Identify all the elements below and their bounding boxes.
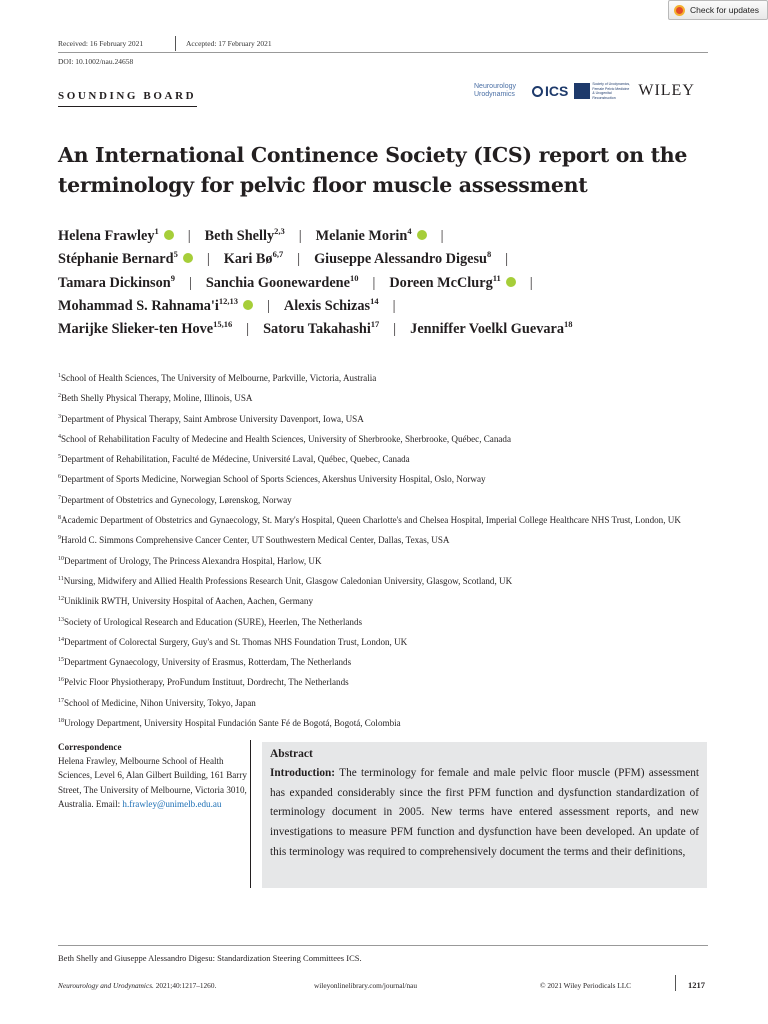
meta-rule <box>58 52 708 53</box>
affiliation-item <box>58 553 718 568</box>
author-separator: | <box>187 228 191 244</box>
footnote: Beth Shelly and Giuseppe Alessandro Digesu: Standardization Steering Committees ICS. <box>58 953 362 963</box>
affiliation-number: 1 <box>58 373 61 379</box>
affiliation-item <box>58 411 718 426</box>
affiliation-number: 16 <box>58 677 64 684</box>
received-date: Received: 16 February 2021 <box>58 39 144 48</box>
affiliation-item <box>58 654 718 669</box>
author-separator: | <box>505 251 509 268</box>
affiliation-number: 11 <box>58 575 64 582</box>
author-affil-sup: 9 <box>170 272 175 283</box>
affiliation-item <box>58 614 718 629</box>
author-line <box>58 296 718 319</box>
footer-url[interactable]: wileyonlinelibrary.com/journal/nau <box>314 981 418 990</box>
ics-emblem-icon <box>532 86 543 97</box>
affiliation-text: Harold C. Simmons Comprehensive Cancer Center, UT Southwestern Medical Center, Dallas, Texas, USA <box>61 535 450 546</box>
author-list <box>58 226 718 342</box>
journal-logo <box>474 83 530 99</box>
author-name[interactable]: Marijke Slieker-ten Hove <box>58 321 214 338</box>
orcid-icon[interactable] <box>164 230 174 240</box>
section-label: SOUNDING BOARD <box>58 90 197 102</box>
footer-journal-name: Neurourology and Urodynamics. <box>58 981 154 990</box>
author-separator: | <box>298 228 302 244</box>
affiliation-number: 15 <box>58 657 64 664</box>
affiliation-number: 9 <box>58 535 61 542</box>
affiliation-item <box>58 492 718 507</box>
affiliation-item <box>58 390 718 405</box>
doi[interactable]: DOI: 10.1002/nau.24658 <box>58 57 134 66</box>
email-link[interactable]: h.frawley@unimelb.edu.au <box>122 798 222 809</box>
affiliation-item <box>58 593 718 608</box>
abstract-intro-label: Introduction: <box>270 767 336 779</box>
author-affil-sup: 17 <box>370 319 380 330</box>
affiliation-text: School of Medicine, Nihon University, Tokyo, Japan <box>64 697 256 708</box>
orcid-icon[interactable] <box>506 277 516 287</box>
society-logo-text: Society of Urodynamics, Female Pelvic Medicine & Urogenital Reconstruction <box>592 82 631 100</box>
meta-divider <box>175 36 176 51</box>
section-underline <box>58 106 197 107</box>
author-name[interactable]: Doreen McClurg <box>389 274 493 291</box>
author-separator: | <box>246 321 250 338</box>
wiley-logo: WILEY <box>638 82 695 99</box>
article-title: An International Continence Society (ICS) report on the terminology for pelvic floor muscle assessment <box>58 143 688 197</box>
affiliation-item <box>58 431 718 446</box>
ics-logo-text: ICS <box>545 83 569 99</box>
affiliation-text: School of Rehabilitation Faculty of Medecine and Health Sciences, University of Sherbrooke, Sherbrooke, Québec, Canada <box>61 433 512 444</box>
affiliation-text: Department of Rehabilitation, Faculté de Médecine, Université Laval, Québec, Quebec, Canada <box>61 454 410 465</box>
author-affil-sup: 11 <box>492 272 501 283</box>
affiliation-number: 14 <box>58 636 64 643</box>
affiliation-text: Department of Urology, The Princess Alexandra Hospital, Harlow, UK <box>64 555 322 566</box>
affiliation-text: Department of Sports Medicine, Norwegian School of Sports Sciences, Akershus University Hospital, Oslo, Norway <box>61 474 486 485</box>
journal-logo-line1: Neurourology <box>474 83 517 90</box>
affiliation-text: Uniklinik RWTH, University Hospital of Aachen, Aachen, Germany <box>64 596 314 607</box>
affiliation-text: Urology Department, University Hospital Fundación Sante Fé de Bogotá, Bogotá, Colombia <box>64 718 401 729</box>
affiliation-item <box>58 512 718 527</box>
author-affil-sup: 5 <box>173 249 178 260</box>
author-line <box>58 319 718 342</box>
affiliation-text: Nursing, Midwifery and Allied Health Professions Research Unit, Glasgow Caledonian University, Glasgow, Scotland, UK <box>63 575 513 586</box>
affiliation-number: 18 <box>58 718 64 725</box>
affiliation-text: Department of Physical Therapy, Saint Ambrose University Davenport, Iowa, USA <box>61 413 364 424</box>
author-name[interactable]: Kari Bø <box>223 251 273 268</box>
author-affil-sup: 8 <box>487 249 492 260</box>
author-affil-sup: 10 <box>349 272 359 283</box>
author-affil-sup: 18 <box>564 319 573 330</box>
author-separator: | <box>188 274 192 291</box>
society-emblem-icon <box>574 83 590 99</box>
check-for-updates-label: Check for updates <box>690 5 759 15</box>
affiliation-item <box>58 471 718 486</box>
author-separator: | <box>440 228 444 244</box>
author-line <box>58 226 718 249</box>
affiliation-item <box>58 634 718 649</box>
author-separator: | <box>393 321 397 338</box>
affiliation-number: 8 <box>58 515 61 522</box>
author-name[interactable]: Beth Shelly <box>204 228 275 244</box>
affiliation-item <box>58 573 718 588</box>
affiliation-item <box>58 370 718 385</box>
footer-volume: 2021;40:1217–1260. <box>155 981 217 990</box>
footer-citation <box>58 981 216 990</box>
abstract-intro-text: The terminology for female and male pelvic floor muscle (PFM) assessment has expanded considerably since the first PFM function and dysfunction standardization of terminology document in 2005. New terms have entered assessment reports, and new investigations to measure PFM function and dysfunction have been developed. An update of this terminology was required to comprehensively document the terms and their definitions, <box>270 767 699 858</box>
correspondence-address: Helena Frawley, Melbourne School of Health Sciences, Level 6, Alan Gilbert Building, 161 Barry Street, The University of Melbourne, Victoria 3010, Australia. <box>58 756 247 809</box>
author-separator: | <box>529 274 533 291</box>
affiliation-item <box>58 715 718 730</box>
affiliation-number: 12 <box>58 596 64 603</box>
affiliation-list <box>58 370 718 735</box>
author-separator: | <box>372 274 376 291</box>
affiliation-text: Academic Department of Obstetrics and Gynaecology, St. Mary's Hospital, Queen Charlotte's and Chelsea Hospital, Imperial College Healthcare NHS Trust, London, UK <box>61 515 681 526</box>
orcid-icon[interactable] <box>417 230 427 240</box>
footer-copyright: © 2021 Wiley Periodicals LLC <box>540 981 632 990</box>
affiliation-number: 13 <box>58 616 64 623</box>
author-name[interactable]: Giuseppe Alessandro Digesu <box>314 251 487 268</box>
author-name[interactable]: Sanchia Goonewardene <box>205 274 350 291</box>
author-name[interactable]: Melanie Morin <box>315 228 408 244</box>
author-separator: | <box>206 251 210 268</box>
ics-logo <box>532 83 568 99</box>
footer-divider <box>675 975 676 991</box>
affiliation-item <box>58 695 718 710</box>
affiliation-number: 2 <box>58 393 61 400</box>
author-separator: | <box>267 297 270 314</box>
affiliation-number: 4 <box>58 433 61 440</box>
page-number: 1217 <box>688 980 705 990</box>
affiliation-number: 6 <box>58 474 61 481</box>
author-name[interactable]: Tamara Dickinson <box>58 274 171 291</box>
society-logo <box>574 82 630 100</box>
journal-logo-line2: Urodynamics <box>474 91 515 98</box>
publisher-logos <box>474 80 695 102</box>
affiliation-number: 3 <box>58 413 61 420</box>
affiliation-number: 7 <box>58 494 61 501</box>
author-name[interactable]: Stéphanie Bernard <box>58 251 174 268</box>
affiliation-text: Department Gynaecology, University of Erasmus, Rotterdam, The Netherlands <box>64 657 352 668</box>
footnote-rule <box>58 945 708 946</box>
author-affil-sup: 6,7 <box>272 249 284 260</box>
affiliation-item <box>58 451 718 466</box>
affiliation-item <box>58 674 718 689</box>
author-affil-sup: 14 <box>370 295 379 306</box>
affiliation-number: 10 <box>58 555 64 562</box>
abstract-heading: Abstract <box>270 748 313 760</box>
author-affil-sup: 2,3 <box>274 226 285 236</box>
author-affil-sup: 1 <box>154 226 159 236</box>
affiliation-text: Pelvic Floor Physiotherapy, ProFundum Instituut, Dordrecht, The Netherlands <box>64 677 349 688</box>
abstract-text <box>270 764 699 863</box>
author-name[interactable]: Jenniffer Voelkl Guevara <box>410 321 564 338</box>
author-affil-sup: 12,13 <box>218 295 238 306</box>
author-line <box>58 273 718 296</box>
email-label: Email: <box>95 798 121 809</box>
author-affil-sup: 15,16 <box>213 319 233 330</box>
author-separator: | <box>297 251 301 268</box>
orcid-icon[interactable] <box>183 253 193 263</box>
abstract-box <box>262 742 707 888</box>
affiliation-text: Department of Obstetrics and Gynecology, Lørenskog, Norway <box>61 494 292 505</box>
affiliation-number: 17 <box>58 697 64 704</box>
author-name[interactable]: Satoru Takahashi <box>263 321 371 338</box>
orcid-icon[interactable] <box>243 300 253 310</box>
crossmark-icon <box>674 5 685 16</box>
affiliation-text: Department of Colorectal Surgery, Guy's and St. Thomas NHS Foundation Trust, London, UK <box>64 636 408 647</box>
affiliation-number: 5 <box>58 454 61 461</box>
correspondence-body <box>58 754 253 811</box>
affiliation-text: School of Health Sciences, The University of Melbourne, Parkville, Victoria, Australia <box>61 373 377 383</box>
author-name[interactable]: Mohammad S. Rahnama'i <box>58 297 219 314</box>
author-affil-sup: 4 <box>407 226 412 236</box>
affiliation-text: Beth Shelly Physical Therapy, Moline, Illinois, USA <box>61 393 253 404</box>
author-name[interactable]: Alexis Schizas <box>283 297 371 314</box>
accepted-date: Accepted: 17 February 2021 <box>186 39 272 48</box>
check-for-updates-button[interactable] <box>668 0 768 20</box>
affiliation-text: Society of Urological Research and Education (SURE), Heerlen, The Netherlands <box>64 616 363 627</box>
author-name[interactable]: Helena Frawley <box>58 228 155 244</box>
author-line <box>58 249 718 272</box>
correspondence-heading: Correspondence <box>58 742 122 752</box>
affiliation-item <box>58 532 718 547</box>
correspondence-divider <box>250 740 251 888</box>
author-separator: | <box>392 297 396 314</box>
correspondence-block <box>58 740 253 811</box>
